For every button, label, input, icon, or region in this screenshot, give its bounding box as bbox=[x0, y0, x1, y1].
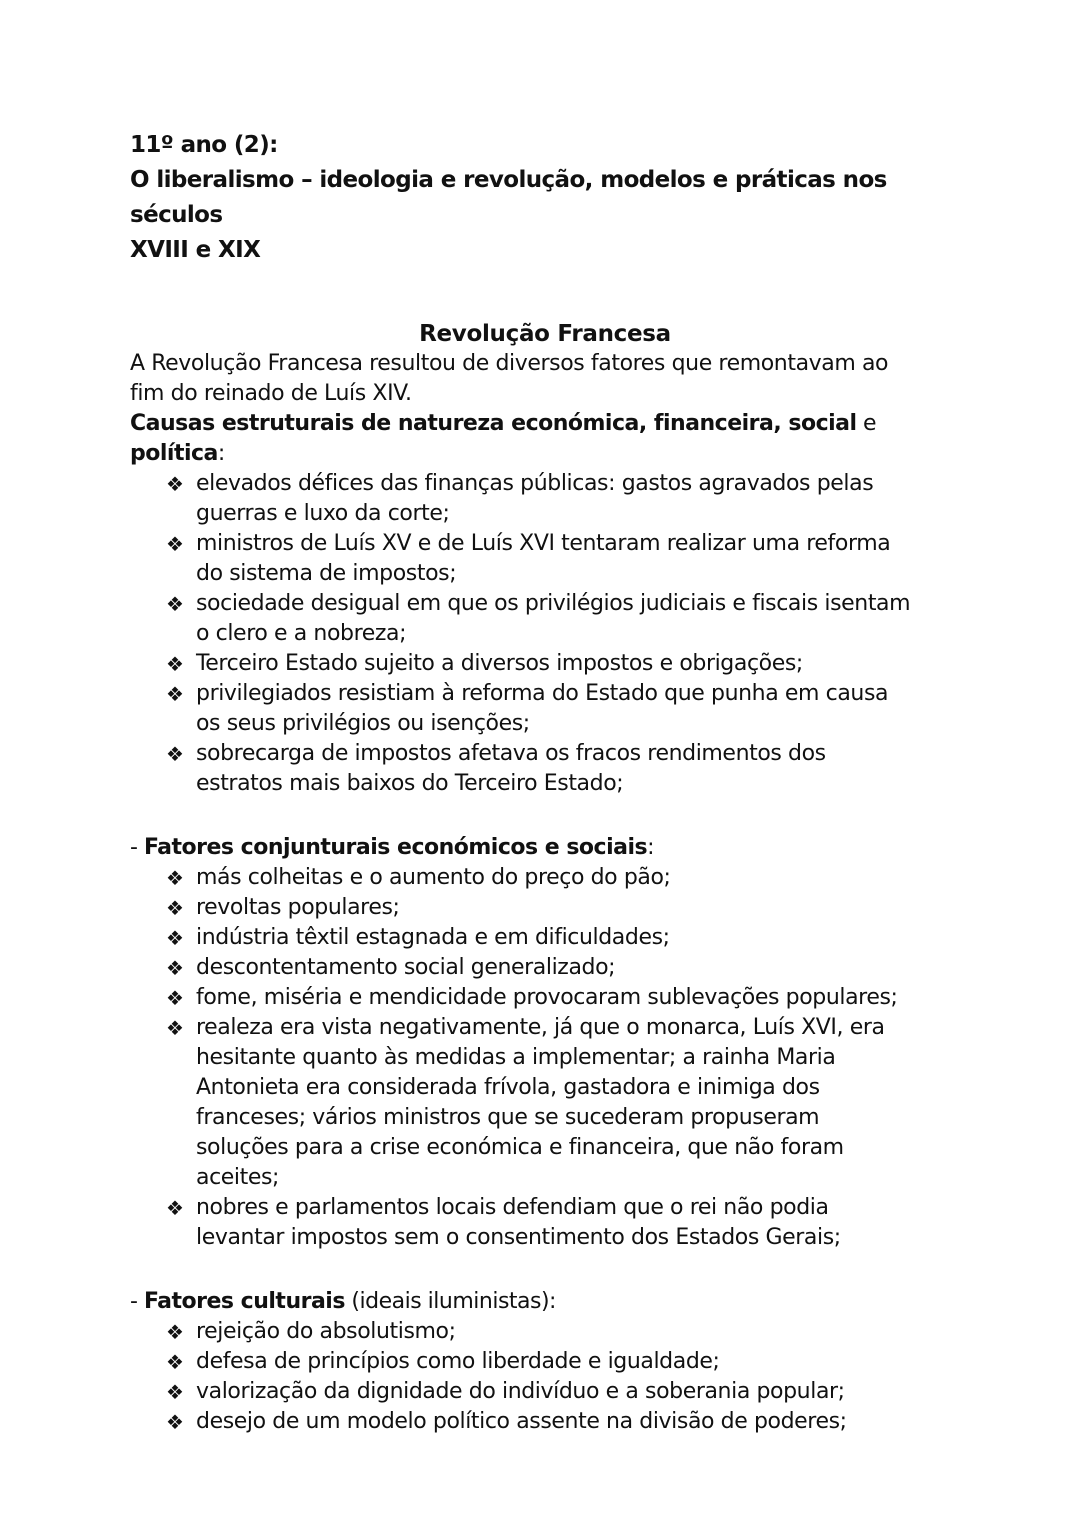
diamond-bullet-icon: ❖ bbox=[166, 1320, 184, 1344]
diamond-bullet-icon: ❖ bbox=[166, 1350, 184, 1374]
diamond-bullet-icon: ❖ bbox=[166, 532, 184, 556]
intro-line-1: A Revolução Francesa resultou de diversos fatores que remontavam ao bbox=[130, 351, 889, 376]
list-item: ❖ revoltas populares; bbox=[166, 893, 960, 923]
spacer bbox=[130, 799, 960, 833]
list-item: ❖ defesa de princípios como liberdade e igualdade; bbox=[166, 1347, 960, 1377]
diamond-bullet-icon: ❖ bbox=[166, 652, 184, 676]
cultural-factors-heading: - Fatores culturais (ideais iluministas): bbox=[130, 1289, 556, 1314]
diamond-bullet-icon: ❖ bbox=[166, 742, 184, 766]
topic-title-line-2: XVIII e XIX bbox=[130, 237, 261, 263]
topic-title-line-1: O liberalismo – ideologia e revolução, modelos e práticas nos séculos bbox=[130, 167, 887, 228]
list-item: ❖ privilegiados resistiam à reforma do Estado que punha em causa os seus privilégios ou isenções; bbox=[166, 681, 889, 736]
diamond-bullet-icon: ❖ bbox=[166, 682, 184, 706]
list-item: ❖ fome, miséria e mendicidade provocaram sublevações populares; bbox=[166, 983, 960, 1013]
list-item: ❖ Terceiro Estado sujeito a diversos impostos e obrigações; bbox=[166, 649, 960, 679]
structural-heading-bold-1: Causas estruturais de natureza económica, financeira, social bbox=[130, 411, 857, 436]
diamond-bullet-icon: ❖ bbox=[166, 1196, 184, 1220]
diamond-bullet-icon: ❖ bbox=[166, 866, 184, 890]
list-item: ❖ desejo de um modelo político assente na divisão de poderes; bbox=[166, 1407, 960, 1437]
list-item: ❖ rejeição do absolutismo; bbox=[166, 1317, 960, 1347]
list-item: ❖ nobres e parlamentos locais defendiam que o rei não podia levantar impostos sem o consentimento dos Estados Gerais; bbox=[166, 1195, 841, 1250]
diamond-bullet-icon: ❖ bbox=[166, 926, 184, 950]
cultural-factors-list bbox=[130, 1317, 960, 1437]
list-item: ❖ indústria têxtil estagnada e em dificuldades; bbox=[166, 923, 960, 953]
structural-heading-and: e bbox=[856, 411, 877, 436]
list-item: ❖ ministros de Luís XV e de Luís XVI tentaram realizar uma reforma do sistema de impostos; bbox=[166, 531, 891, 586]
list-item: ❖ más colheitas e o aumento do preço do pão; bbox=[166, 863, 960, 893]
list-item: ❖ sociedade desigual em que os privilégios judiciais e fiscais isentam o clero e a nobreza; bbox=[166, 591, 911, 646]
list-item: ❖ valorização da dignidade do indivíduo e a soberania popular; bbox=[166, 1377, 960, 1407]
cultural-heading-bold: Fatores culturais bbox=[143, 1289, 345, 1314]
structural-heading-bold-2: política bbox=[130, 441, 218, 466]
diamond-bullet-icon: ❖ bbox=[166, 896, 184, 920]
diamond-bullet-icon: ❖ bbox=[166, 1410, 184, 1434]
intro-line-2: fim do reinado de Luís XIV. bbox=[130, 381, 412, 406]
diamond-bullet-icon: ❖ bbox=[166, 956, 184, 980]
conjunctural-factors-heading: - Fatores conjunturais económicos e sociais: bbox=[130, 835, 655, 860]
document-page bbox=[130, 128, 960, 1437]
structural-causes-heading bbox=[130, 409, 960, 469]
spacer bbox=[130, 1253, 960, 1287]
list-item: ❖ sobrecarga de impostos afetava os fracos rendimentos dos estratos mais baixos do Terceiro Estado; bbox=[166, 741, 826, 796]
list-item: ❖ realeza era vista negativamente, já que o monarca, Luís XVI, era hesitante quanto às medidas a implementar; a rainha Maria Antonieta era considerada frívola, gastadora e inimiga dos franceses; vários ministros que se sucederam propuseram soluções para a crise económica e financeira, que não foram aceites; bbox=[166, 1015, 885, 1190]
conjunctural-heading-bold: Fatores conjunturais económicos e sociais bbox=[143, 835, 648, 860]
structural-heading-colon: : bbox=[217, 441, 225, 466]
diamond-bullet-icon: ❖ bbox=[166, 1016, 184, 1040]
list-item: ❖ elevados défices das finanças públicas: gastos agravados pelas guerras e luxo da corte; bbox=[166, 471, 874, 526]
section-title: Revolução Francesa bbox=[419, 321, 671, 347]
diamond-bullet-icon: ❖ bbox=[166, 986, 184, 1010]
structural-causes-list bbox=[130, 469, 960, 799]
list-item: ❖ descontentamento social generalizado; bbox=[166, 953, 960, 983]
grade-label: 11º ano (2): bbox=[130, 132, 278, 158]
conjunctural-factors-list bbox=[130, 863, 960, 1253]
diamond-bullet-icon: ❖ bbox=[166, 592, 184, 616]
diamond-bullet-icon: ❖ bbox=[166, 1380, 184, 1404]
diamond-bullet-icon: ❖ bbox=[166, 472, 184, 496]
